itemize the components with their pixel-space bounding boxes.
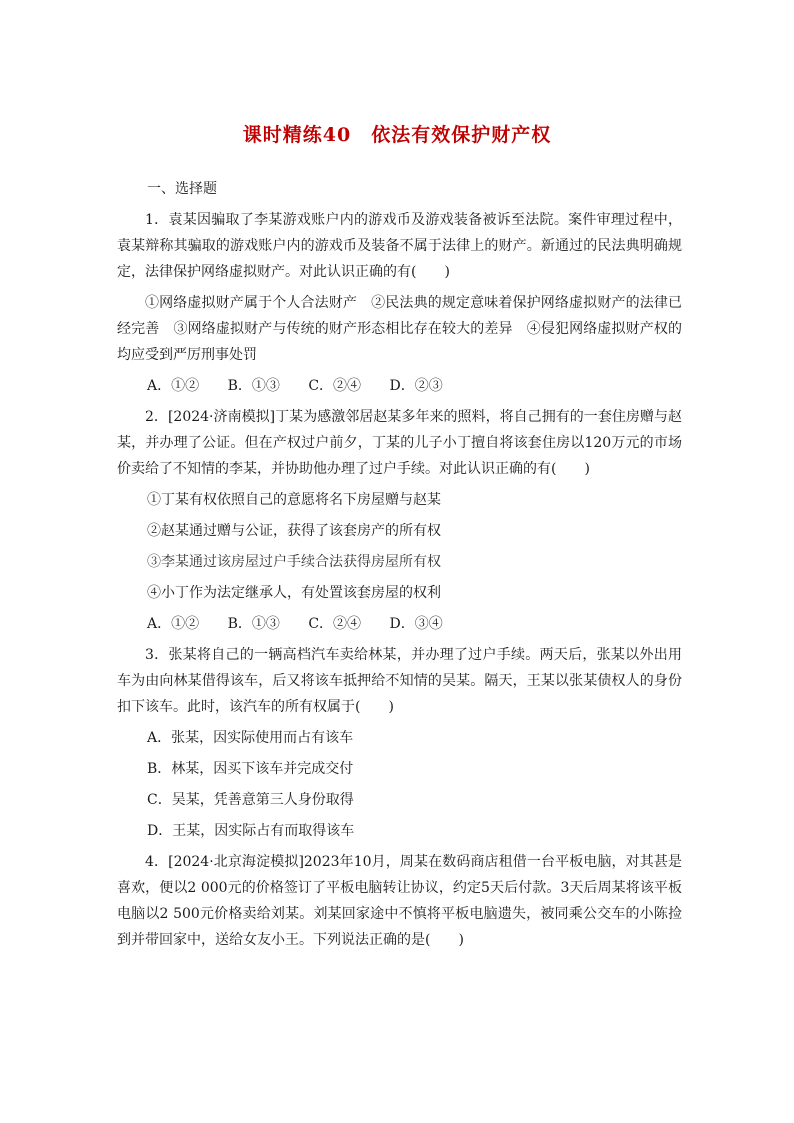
question-2-statement-4: ④小丁作为法定继承人，有处置该套房屋的权利 <box>147 585 441 601</box>
question-3-option-b: B．林某，因买下该车并完成交付 <box>147 761 354 777</box>
question-2-options <box>147 611 682 637</box>
question-2-option-c: C．②④ <box>308 616 362 632</box>
question-2-statement-1: ①丁某有权依照自己的意愿将名下房屋赠与赵某 <box>147 492 441 508</box>
question-1-statements: ①网络虚拟财产属于个人合法财产 ②民法典的规定意味着保护网络虚拟财产的法律已经完善 ③网络虚拟财产与传统的财产形态相比存在较大的差异 ④侵犯网络虚拟财产权的均应受到严厉刑事处罚 <box>117 295 682 363</box>
question-1-options <box>147 373 682 399</box>
question-2-statement-3: ③李某通过该房屋过户手续合法获得房屋所有权 <box>147 554 441 570</box>
question-2-stem: 2．[2024·济南模拟]丁某为感激邻居赵某多年来的照料，将自己拥有的一套住房赠与赵某，并办理了公证。但在产权过户前夕，丁某的儿子小丁擅自将该套住房以120万元的市场价卖给了不知情的李某，并协助他办理了过户手续。对此认识正确的有( ) <box>117 409 682 477</box>
question-1-option-b: B．①③ <box>227 378 280 394</box>
section-heading: 一、选择题 <box>147 181 217 197</box>
question-3-stem: 3．张某将自己的一辆高档汽车卖给林某，并办理了过户手续。两天后，张某以外出用车为由向林某借得该车，后又将该车抵押给不知情的吴某。隔天，王某以张某债权人的身份扣下该车。此时，该汽车的所有权属于( ) <box>117 647 682 715</box>
question-2-option-d: D．③④ <box>389 616 443 632</box>
question-4-stem: 4．[2024·北京海淀模拟]2023年10月，周某在数码商店租借一台平板电脑，对其甚是喜欢，便以2 000元的价格签订了平板电脑转让协议，约定5天后付款。3天后周某将该平板电脑以2 500元价格卖给刘某。刘某回家途中不慎将平板电脑遗失，被同乘公交车的小陈捡到并带回家中，送给女友小王。下列说法正确的是( ) <box>117 854 682 948</box>
question-2-option-a: A．①② <box>147 616 200 632</box>
question-2-option-b: B．①③ <box>227 616 280 632</box>
question-3-option-c: C．吴某，凭善意第三人身份取得 <box>147 792 354 808</box>
question-1-stem: 1．袁某因骗取了李某游戏账户内的游戏币及游戏装备被诉至法院。案件审理过程中，袁某辩称其骗取的游戏账户内的游戏币及装备不属于法律上的财产。新通过的民法典明确规定，法律保护网络虚拟财产。对此认识正确的有( ) <box>117 212 682 280</box>
question-1-option-c: C．②④ <box>308 378 362 394</box>
question-2-statement-2: ②赵某通过赠与公证，获得了该套房产的所有权 <box>147 523 441 539</box>
exercise-content <box>117 176 682 958</box>
question-1-option-a: A．①② <box>147 378 200 394</box>
question-3-option-a: A．张某，因实际使用而占有该车 <box>147 730 354 746</box>
question-1-option-d: D．②③ <box>389 378 443 394</box>
page-title: 课时精练40 依法有效保护财产权 <box>242 124 552 146</box>
question-3-option-d: D．王某，因实际占有而取得该车 <box>147 823 355 839</box>
